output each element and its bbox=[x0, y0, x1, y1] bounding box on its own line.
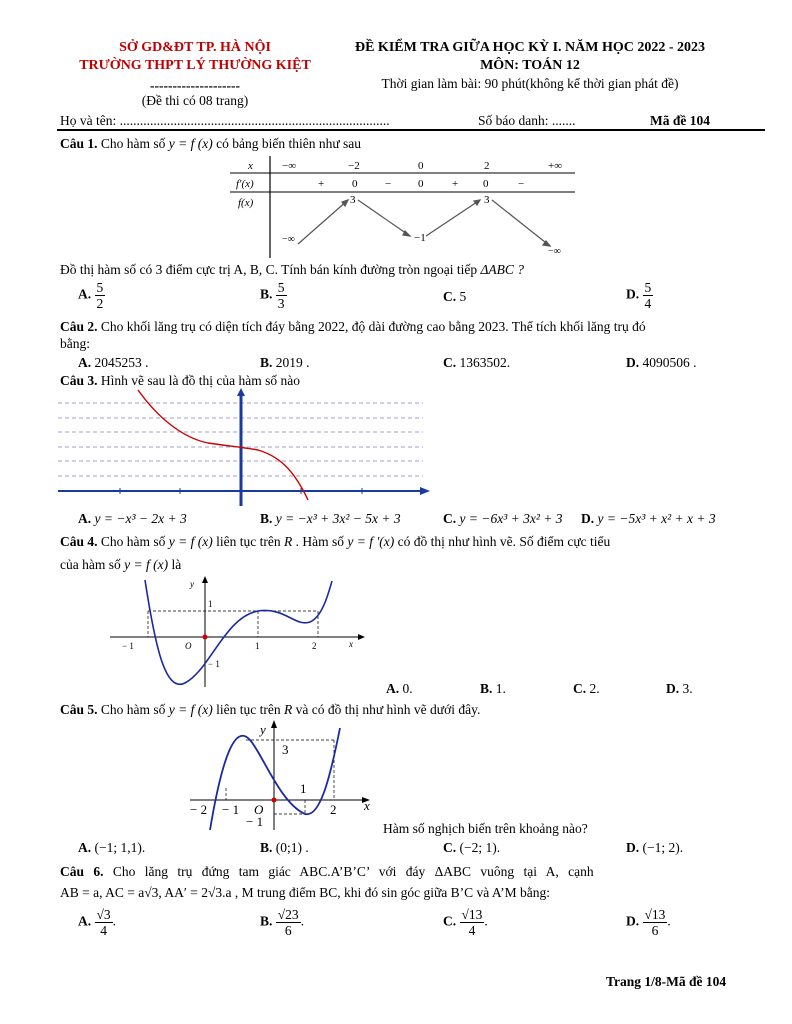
q4-x-label: x bbox=[349, 639, 353, 649]
q2-option-b[interactable]: B. 2019 . bbox=[260, 355, 310, 370]
q4-graph bbox=[100, 575, 370, 690]
q2-stem-2: bằng: bbox=[60, 336, 90, 351]
q5-tick-m1: − 1 bbox=[222, 802, 240, 817]
q2-option-d[interactable]: D. 4090506 . bbox=[626, 355, 697, 370]
q4-y-label: y bbox=[190, 579, 194, 589]
q5-tick-1: 1 bbox=[300, 781, 307, 796]
header-school: TRƯỜNG THPT LÝ THƯỜNG KIỆT bbox=[79, 58, 311, 73]
exam-time: Thời gian làm bài: 90 phút(không kể thời gian phát đề) bbox=[381, 76, 679, 91]
q4-origin: O bbox=[185, 641, 192, 651]
q4-tick-1: 1 bbox=[255, 641, 260, 651]
tbl-f1: 3 bbox=[350, 194, 356, 206]
q5-ytick-3: 3 bbox=[282, 742, 289, 757]
q4-tick-2: 2 bbox=[312, 641, 317, 651]
q1-option-d[interactable]: D. $\frac{5}{4}$ bbox=[626, 280, 652, 311]
q5-option-d[interactable]: D. (−1; 2). bbox=[626, 840, 684, 855]
q5-tick-m2: − 2 bbox=[190, 802, 208, 817]
name-field: Họ và tên: ................................................................................ bbox=[60, 113, 390, 128]
tbl-x: x bbox=[248, 160, 253, 172]
q5-tick-2: 2 bbox=[330, 802, 337, 817]
q4-tick-m1: − 1 bbox=[122, 641, 134, 651]
q3-option-c[interactable]: C. y = −6x³ + 3x² + 3 bbox=[443, 511, 563, 526]
exam-code: Mã đề 104 bbox=[650, 113, 710, 128]
q5-stem: Câu 5. Cho hàm số y = f (x) liên tục trên R và có đồ thị như hình vẽ dưới đây. bbox=[60, 702, 481, 717]
q4-option-d[interactable]: D. 3. bbox=[666, 681, 693, 696]
tbl-s3: 0 bbox=[418, 178, 424, 190]
tbl-f4: −∞ bbox=[548, 246, 561, 257]
header-dept: SỞ GD&ĐT TP. HÀ NỘI bbox=[119, 40, 271, 55]
q6-option-b[interactable]: B. $\frac{√23}{6}$ . bbox=[260, 907, 305, 938]
tbl-x2: 0 bbox=[418, 160, 424, 172]
q1-option-a[interactable]: A. $\frac{5}{2}$ bbox=[78, 280, 104, 311]
q2-stem: Câu 2. Cho khối lăng trụ có diện tích đáy bằng 2022, độ dài đường cao bằng 2023. Thể tích khối lăng trụ đó bbox=[60, 319, 646, 334]
q5-question: Hàm số nghịch biến trên khoảng nào? bbox=[383, 821, 588, 836]
tbl-fp: f′(x) bbox=[236, 178, 254, 190]
exam-subject: MÔN: TOÁN 12 bbox=[480, 58, 580, 73]
q5-option-c[interactable]: C. (−2; 1). bbox=[443, 840, 501, 855]
q3-option-d[interactable]: D. y = −5x³ + x² + x + 3 bbox=[581, 511, 716, 526]
exam-title: ĐỀ KIỂM TRA GIỮA HỌC KỲ I. NĂM HỌC 2022 - 2023 bbox=[354, 40, 705, 55]
q1-option-b[interactable]: B. $\frac{5}{3}$ bbox=[260, 280, 285, 311]
q2-option-c[interactable]: C. 1363502. bbox=[443, 355, 511, 370]
q5-ytick-m1: − 1 bbox=[246, 814, 264, 829]
q5-option-a[interactable]: A. (−1; 1,1). bbox=[78, 840, 146, 855]
tbl-f0: −∞ bbox=[282, 234, 295, 245]
q2-option-a[interactable]: A. 2045253 . bbox=[78, 355, 149, 370]
q3-option-a[interactable]: A. y = −x³ − 2x + 3 bbox=[78, 511, 187, 526]
tbl-s1: 0 bbox=[352, 178, 358, 190]
q5-x-label: x bbox=[364, 798, 370, 813]
q3-option-b[interactable]: B. y = −x³ + 3x² − 5x + 3 bbox=[260, 511, 401, 526]
tbl-x1: −2 bbox=[348, 160, 360, 172]
tbl-x0: −∞ bbox=[282, 160, 297, 172]
q3-graph bbox=[58, 388, 428, 508]
q6-stem-2: AB = a, AC = a√3, AA′ = 2√3.a , M trung điểm BC, khi đó sin góc giữa B’C và A’M bằng: bbox=[60, 885, 551, 900]
tbl-x4: +∞ bbox=[548, 160, 563, 172]
tbl-f3: 3 bbox=[484, 194, 490, 206]
q1-stem-2: Đồ thị hàm số có 3 điểm cực trị A, B, C. Tính bán kính đường tròn ngoại tiếp ΔABC ? bbox=[60, 262, 525, 277]
q6-stem: Câu 6. Cho lăng trụ đứng tam giác ABC.A’B’C’ với đáy ΔABC vuông tại A, cạnh bbox=[60, 864, 594, 879]
tbl-s6: − bbox=[518, 178, 525, 190]
q1-option-c[interactable]: C. 5 bbox=[443, 289, 467, 304]
q4-ytick-m1: − 1 bbox=[208, 659, 220, 669]
q4-stem: Câu 4. Cho hàm số y = f (x) liên tục trên R . Hàm số y = f ′(x) có đồ thị như hình vẽ. Số điểm cực tiểu bbox=[60, 534, 611, 549]
q6-option-a[interactable]: A. $\frac{√3}{4}$ . bbox=[78, 907, 117, 938]
header-rule bbox=[57, 129, 765, 131]
tbl-s0: + bbox=[318, 178, 325, 190]
q4-option-c[interactable]: C. 2. bbox=[573, 681, 600, 696]
q6-option-c[interactable]: C. $\frac{√13}{4}$ . bbox=[443, 907, 488, 938]
header-dashes: -------------------- bbox=[150, 78, 240, 93]
tbl-s4: + bbox=[452, 178, 459, 190]
q4-option-a[interactable]: A. 0. bbox=[386, 681, 413, 696]
q4-ytick-1: 1 bbox=[208, 599, 213, 609]
variation-table bbox=[230, 156, 575, 258]
sbd-field: Số báo danh: ....... bbox=[478, 113, 576, 128]
header-pages: (Đề thi có 08 trang) bbox=[141, 93, 249, 108]
tbl-s2: − bbox=[385, 178, 392, 190]
q5-option-b[interactable]: B. (0;1) . bbox=[260, 840, 309, 855]
q3-stem: Câu 3. Hình vẽ sau là đồ thị của hàm số nào bbox=[60, 373, 300, 388]
q4-stem-2: của hàm số y = f (x) là bbox=[60, 557, 182, 572]
q5-y-label: y bbox=[260, 722, 266, 737]
q6-option-d[interactable]: D. $\frac{√13}{6}$ . bbox=[626, 907, 671, 938]
q4-option-b[interactable]: B. 1. bbox=[480, 681, 506, 696]
tbl-f2: −1 bbox=[414, 232, 426, 244]
tbl-s5: 0 bbox=[483, 178, 489, 190]
tbl-f: f(x) bbox=[238, 197, 254, 209]
q5-origin: O bbox=[254, 802, 264, 817]
page-footer: Trang 1/8-Mã đề 104 bbox=[606, 974, 727, 989]
tbl-x3: 2 bbox=[484, 160, 490, 172]
q5-graph bbox=[190, 718, 380, 830]
q1-stem: Câu 1. Cho hàm số y = f (x) có bảng biến thiên như sau bbox=[60, 136, 362, 151]
